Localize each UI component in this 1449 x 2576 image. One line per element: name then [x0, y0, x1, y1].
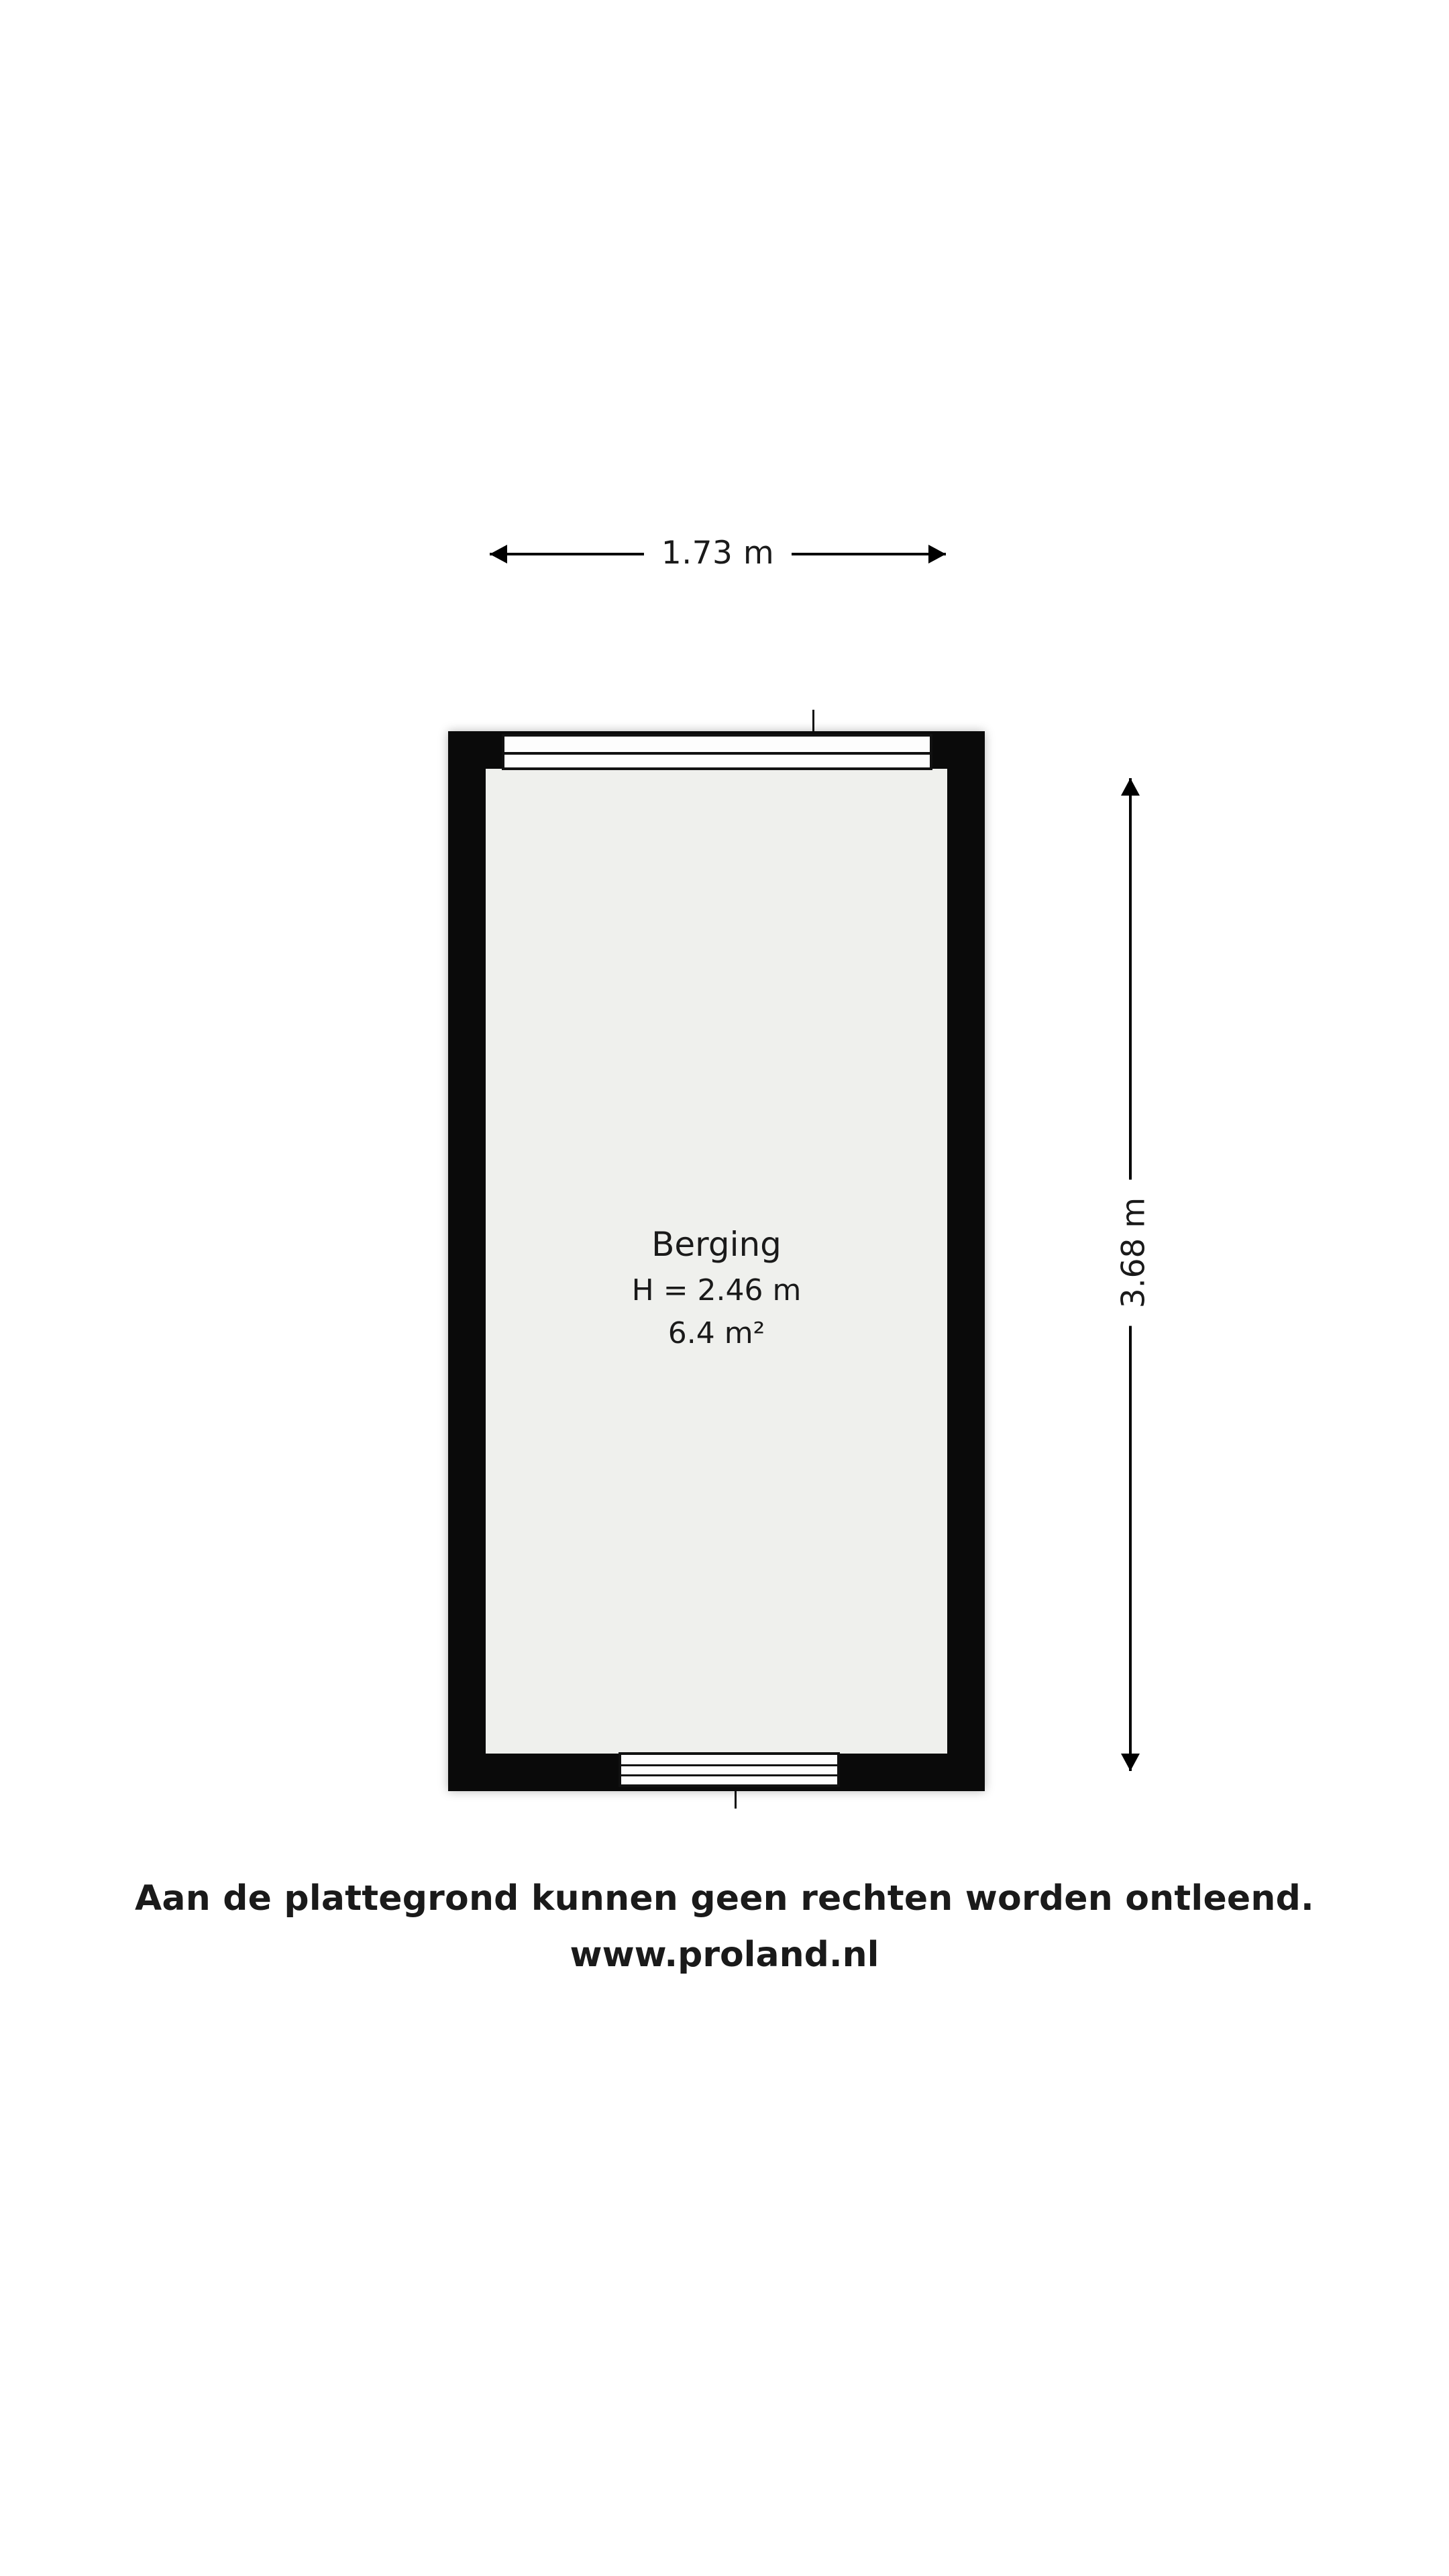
depth-dimension-value: 3.68 m — [1109, 1180, 1159, 1326]
depth-dimension-label — [1109, 1065, 1159, 1441]
depth-dimension — [1093, 778, 1167, 1771]
room-height: H = 2.46 m — [631, 1273, 802, 1307]
width-dimension — [490, 530, 946, 577]
window-bottom-mullion-1 — [621, 1764, 837, 1766]
arrow-down-icon — [1121, 1754, 1140, 1771]
width-dimension-value: 1.73 m — [644, 530, 792, 577]
room-area: 6.4 m² — [667, 1316, 765, 1350]
width-dimension-label — [490, 530, 946, 577]
disclaimer-text: Aan de plattegrond kunnen geen rechten worden ontleend. — [134, 1878, 1314, 1919]
room-label-group — [448, 1225, 985, 1350]
arrow-up-icon — [1121, 778, 1140, 796]
footer — [0, 1878, 1449, 1975]
window-top — [502, 734, 932, 770]
window-top-mullion — [504, 752, 930, 755]
room-name: Berging — [651, 1225, 782, 1264]
window-bottom-mullion-2 — [621, 1774, 837, 1776]
website-text: www.proland.nl — [570, 1935, 879, 1975]
window-bottom — [619, 1752, 840, 1787]
